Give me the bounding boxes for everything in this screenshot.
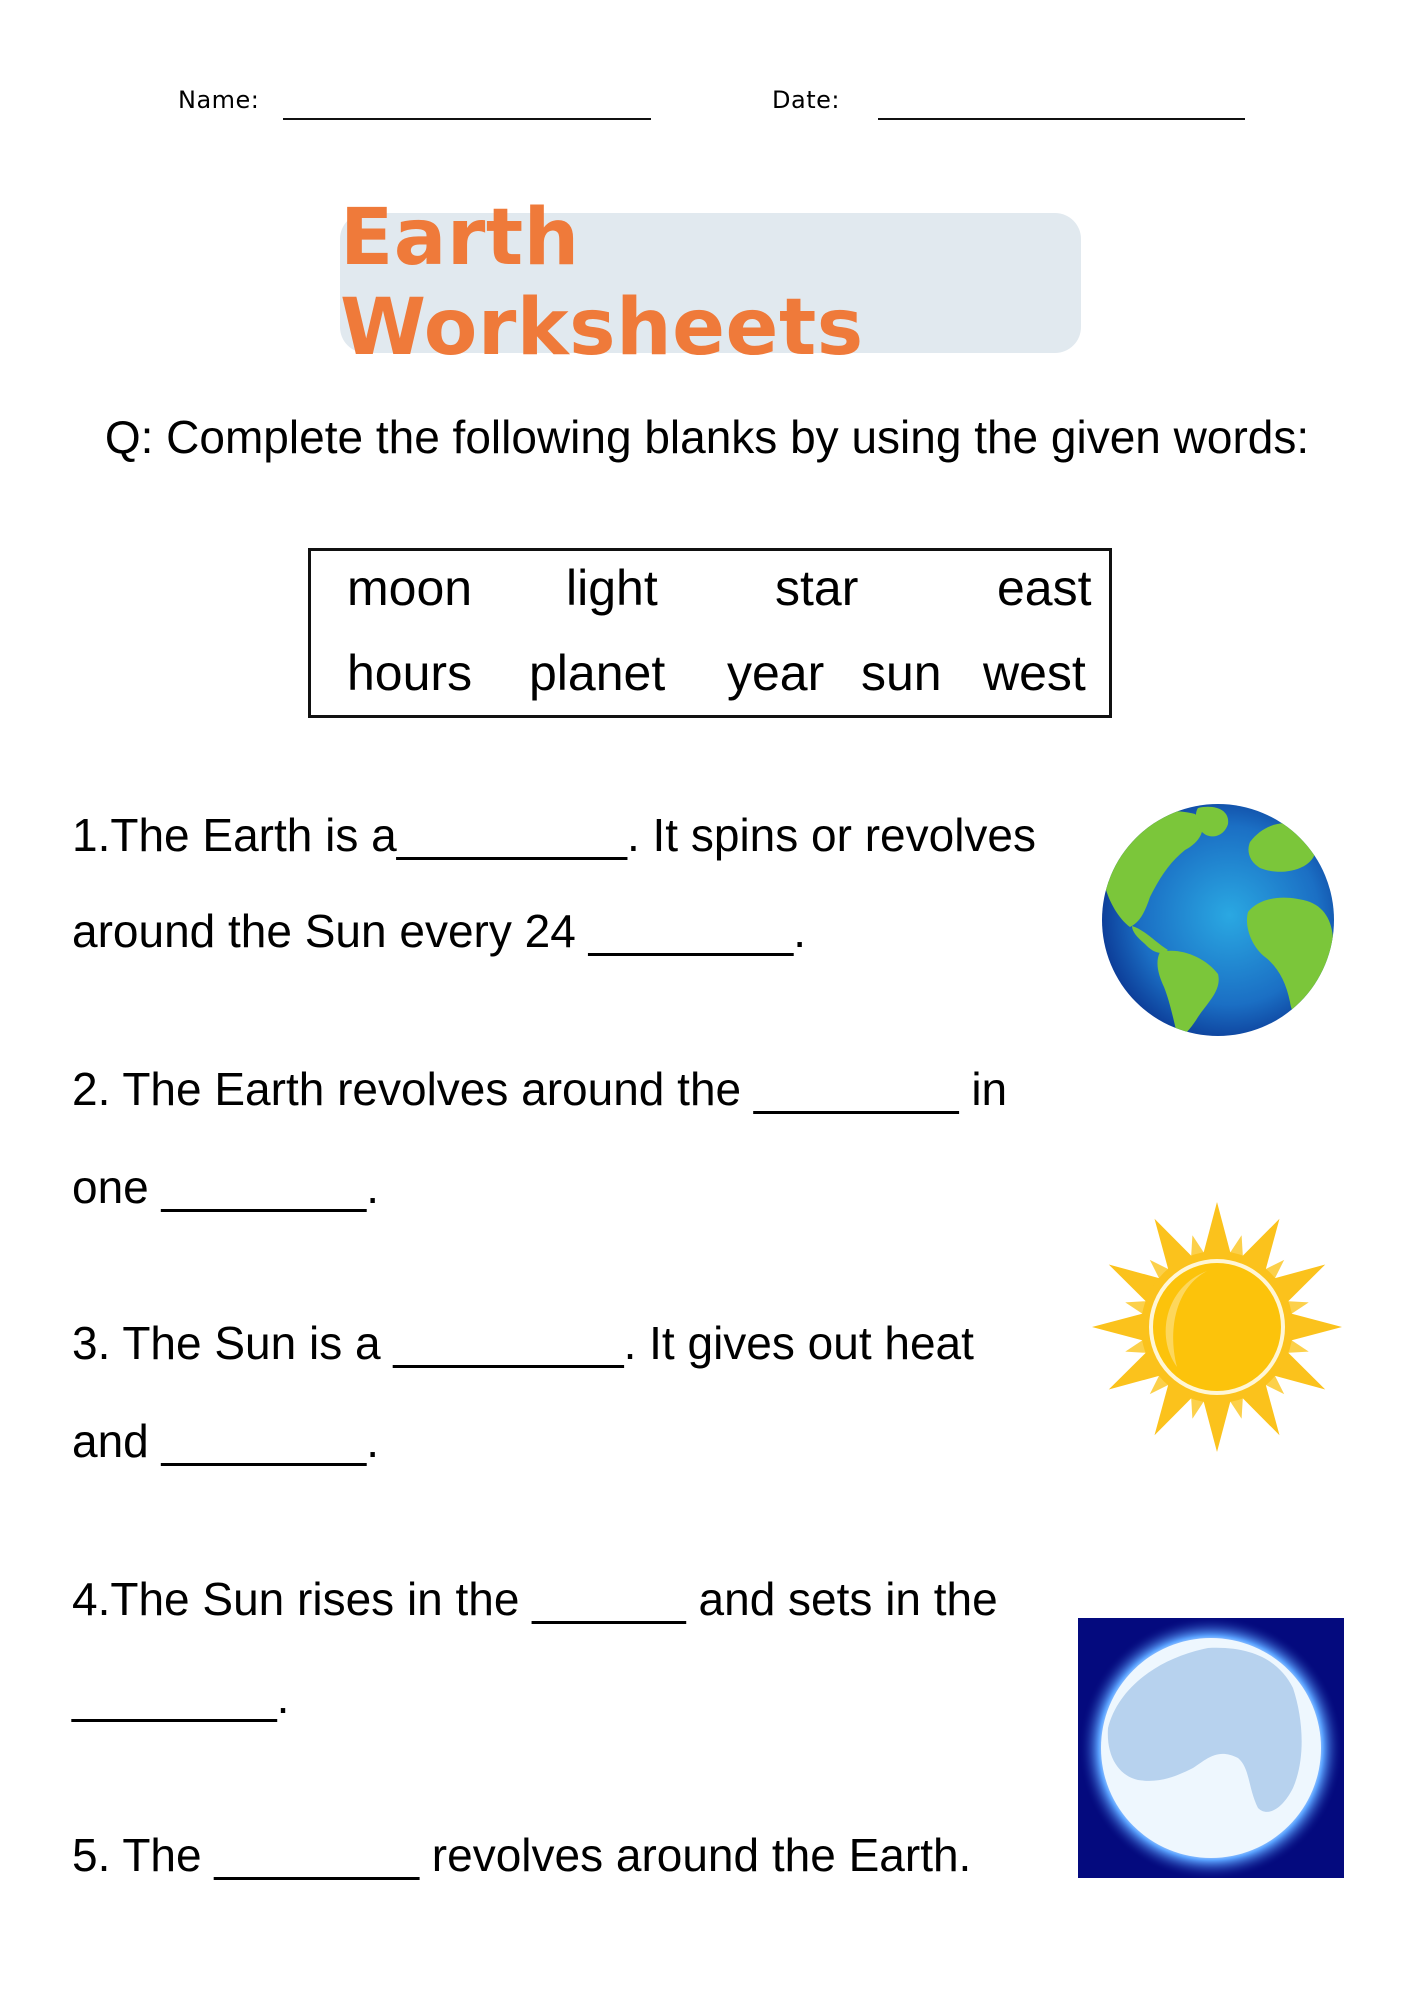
question-1-line-2: around the Sun every 24 ________. bbox=[72, 905, 807, 957]
word-bank-item: year bbox=[727, 645, 825, 701]
question-1-line-1: 1.The Earth is a_________. It spins or revolves bbox=[72, 809, 1037, 861]
date-blank-line[interactable] bbox=[878, 118, 1245, 120]
word-bank-item: east bbox=[997, 560, 1092, 616]
date-label: Date: bbox=[772, 86, 840, 114]
word-bank-item: star bbox=[775, 560, 859, 616]
question-4-line-1: 4.The Sun rises in the ______ and sets in the bbox=[72, 1573, 998, 1625]
question-2-line-1: 2. The Earth revolves around the ________ in bbox=[72, 1063, 1008, 1115]
name-blank-line[interactable] bbox=[283, 118, 651, 120]
title-banner bbox=[340, 193, 1081, 373]
page-title: Earth Worksheets bbox=[340, 193, 864, 373]
question-2-line-2: one ________. bbox=[72, 1161, 379, 1213]
full-moon-icon bbox=[1078, 1618, 1344, 1878]
earth-globe-icon bbox=[1100, 802, 1336, 1038]
word-bank-item: moon bbox=[347, 560, 473, 616]
word-bank-item: light bbox=[566, 560, 658, 616]
word-bank bbox=[308, 548, 1112, 718]
word-bank-item: planet bbox=[529, 645, 666, 701]
word-bank-item: sun bbox=[861, 645, 942, 701]
name-label: Name: bbox=[178, 86, 260, 114]
instruction-text: Q: Complete the following blanks by using the given words: bbox=[104, 411, 1310, 463]
word-bank-item: hours bbox=[347, 645, 473, 701]
word-bank-item: west bbox=[983, 645, 1086, 701]
question-4-line-2: ________. bbox=[72, 1671, 290, 1723]
question-5-line-1: 5. The ________ revolves around the Earth. bbox=[72, 1829, 972, 1881]
question-3-line-1: 3. The Sun is a _________. It gives out heat bbox=[72, 1317, 974, 1369]
sun-icon bbox=[1088, 1198, 1346, 1456]
question-3-line-2: and ________. bbox=[72, 1415, 379, 1467]
